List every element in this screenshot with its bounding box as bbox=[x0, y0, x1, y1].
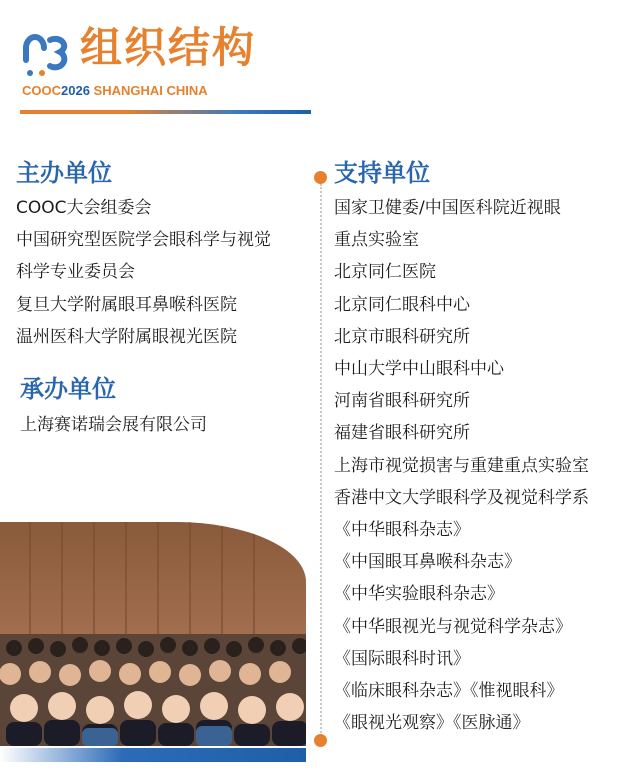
supporter-item: 《中华实验眼科杂志》 bbox=[334, 584, 504, 605]
supporter-item: 福建省眼科研究所 bbox=[334, 423, 470, 444]
supporter-item: 中山大学中山眼科中心 bbox=[334, 359, 504, 380]
header-divider bbox=[20, 110, 311, 114]
audience-illustration bbox=[0, 522, 306, 746]
sponsor-item: 复旦大学附属眼耳鼻喉科医院 bbox=[16, 294, 237, 315]
organizers-list bbox=[20, 409, 207, 441]
supporter-item: 《中国眼耳鼻喉科杂志》 bbox=[334, 552, 521, 573]
sponsor-item: COOC大会组委会 bbox=[16, 198, 152, 218]
supporter-item: 《眼视光观察》《医脉通》 bbox=[334, 713, 530, 734]
section-number-03 bbox=[22, 26, 74, 76]
sponsor-item: 科学专业委员会 bbox=[16, 262, 135, 283]
supporter-item: 《中华眼视光与视觉科学杂志》 bbox=[334, 616, 572, 637]
supporter-item: 上海市视觉损害与重建重点实验室 bbox=[334, 455, 589, 476]
supporter-item: 国家卫健委/中国医科院近视眼 bbox=[334, 198, 561, 218]
photo-accent-band bbox=[0, 748, 306, 762]
sponsors-title: 主办单位 bbox=[16, 159, 112, 187]
page-title: 组织结构 bbox=[80, 23, 257, 72]
organizer-item: 上海赛诺瑞会展有限公司 bbox=[20, 415, 207, 435]
supporter-item: 《国际眼科时讯》 bbox=[334, 648, 470, 669]
subtitle-year: 2026 bbox=[61, 83, 90, 98]
conference-audience-photo bbox=[0, 522, 306, 746]
supporters-title: 支持单位 bbox=[334, 159, 430, 187]
subtitle-prefix: COOC bbox=[22, 83, 61, 98]
supporter-item: 重点实验室 bbox=[334, 230, 419, 251]
organizers-title: 承办单位 bbox=[20, 375, 116, 403]
supporter-item: 北京市眼科研究所 bbox=[334, 326, 470, 347]
divider-dot-top bbox=[314, 171, 327, 184]
sponsors-list bbox=[16, 192, 271, 353]
supporter-item: 北京同仁医院 bbox=[334, 262, 436, 283]
column-divider bbox=[320, 184, 322, 736]
divider-dot-bottom bbox=[314, 734, 327, 747]
supporter-item: 河南省眼科研究所 bbox=[334, 391, 470, 412]
supporter-item: 香港中文大学眼科学及视觉科学系 bbox=[334, 487, 589, 508]
sponsor-item: 中国研究型医院学会眼科学与视觉 bbox=[16, 230, 271, 251]
subtitle-suffix: SHANGHAI CHINA bbox=[89, 83, 208, 98]
sponsor-item: 温州医科大学附属眼视光医院 bbox=[16, 326, 237, 347]
supporter-item: 《中华眼科杂志》 bbox=[334, 520, 470, 541]
supporter-item: 北京同仁眼科中心 bbox=[334, 294, 470, 315]
supporters-list bbox=[334, 192, 589, 739]
supporter-item: 《临床眼科杂志》《惟视眼科》 bbox=[334, 681, 564, 702]
event-subtitle bbox=[22, 83, 208, 98]
